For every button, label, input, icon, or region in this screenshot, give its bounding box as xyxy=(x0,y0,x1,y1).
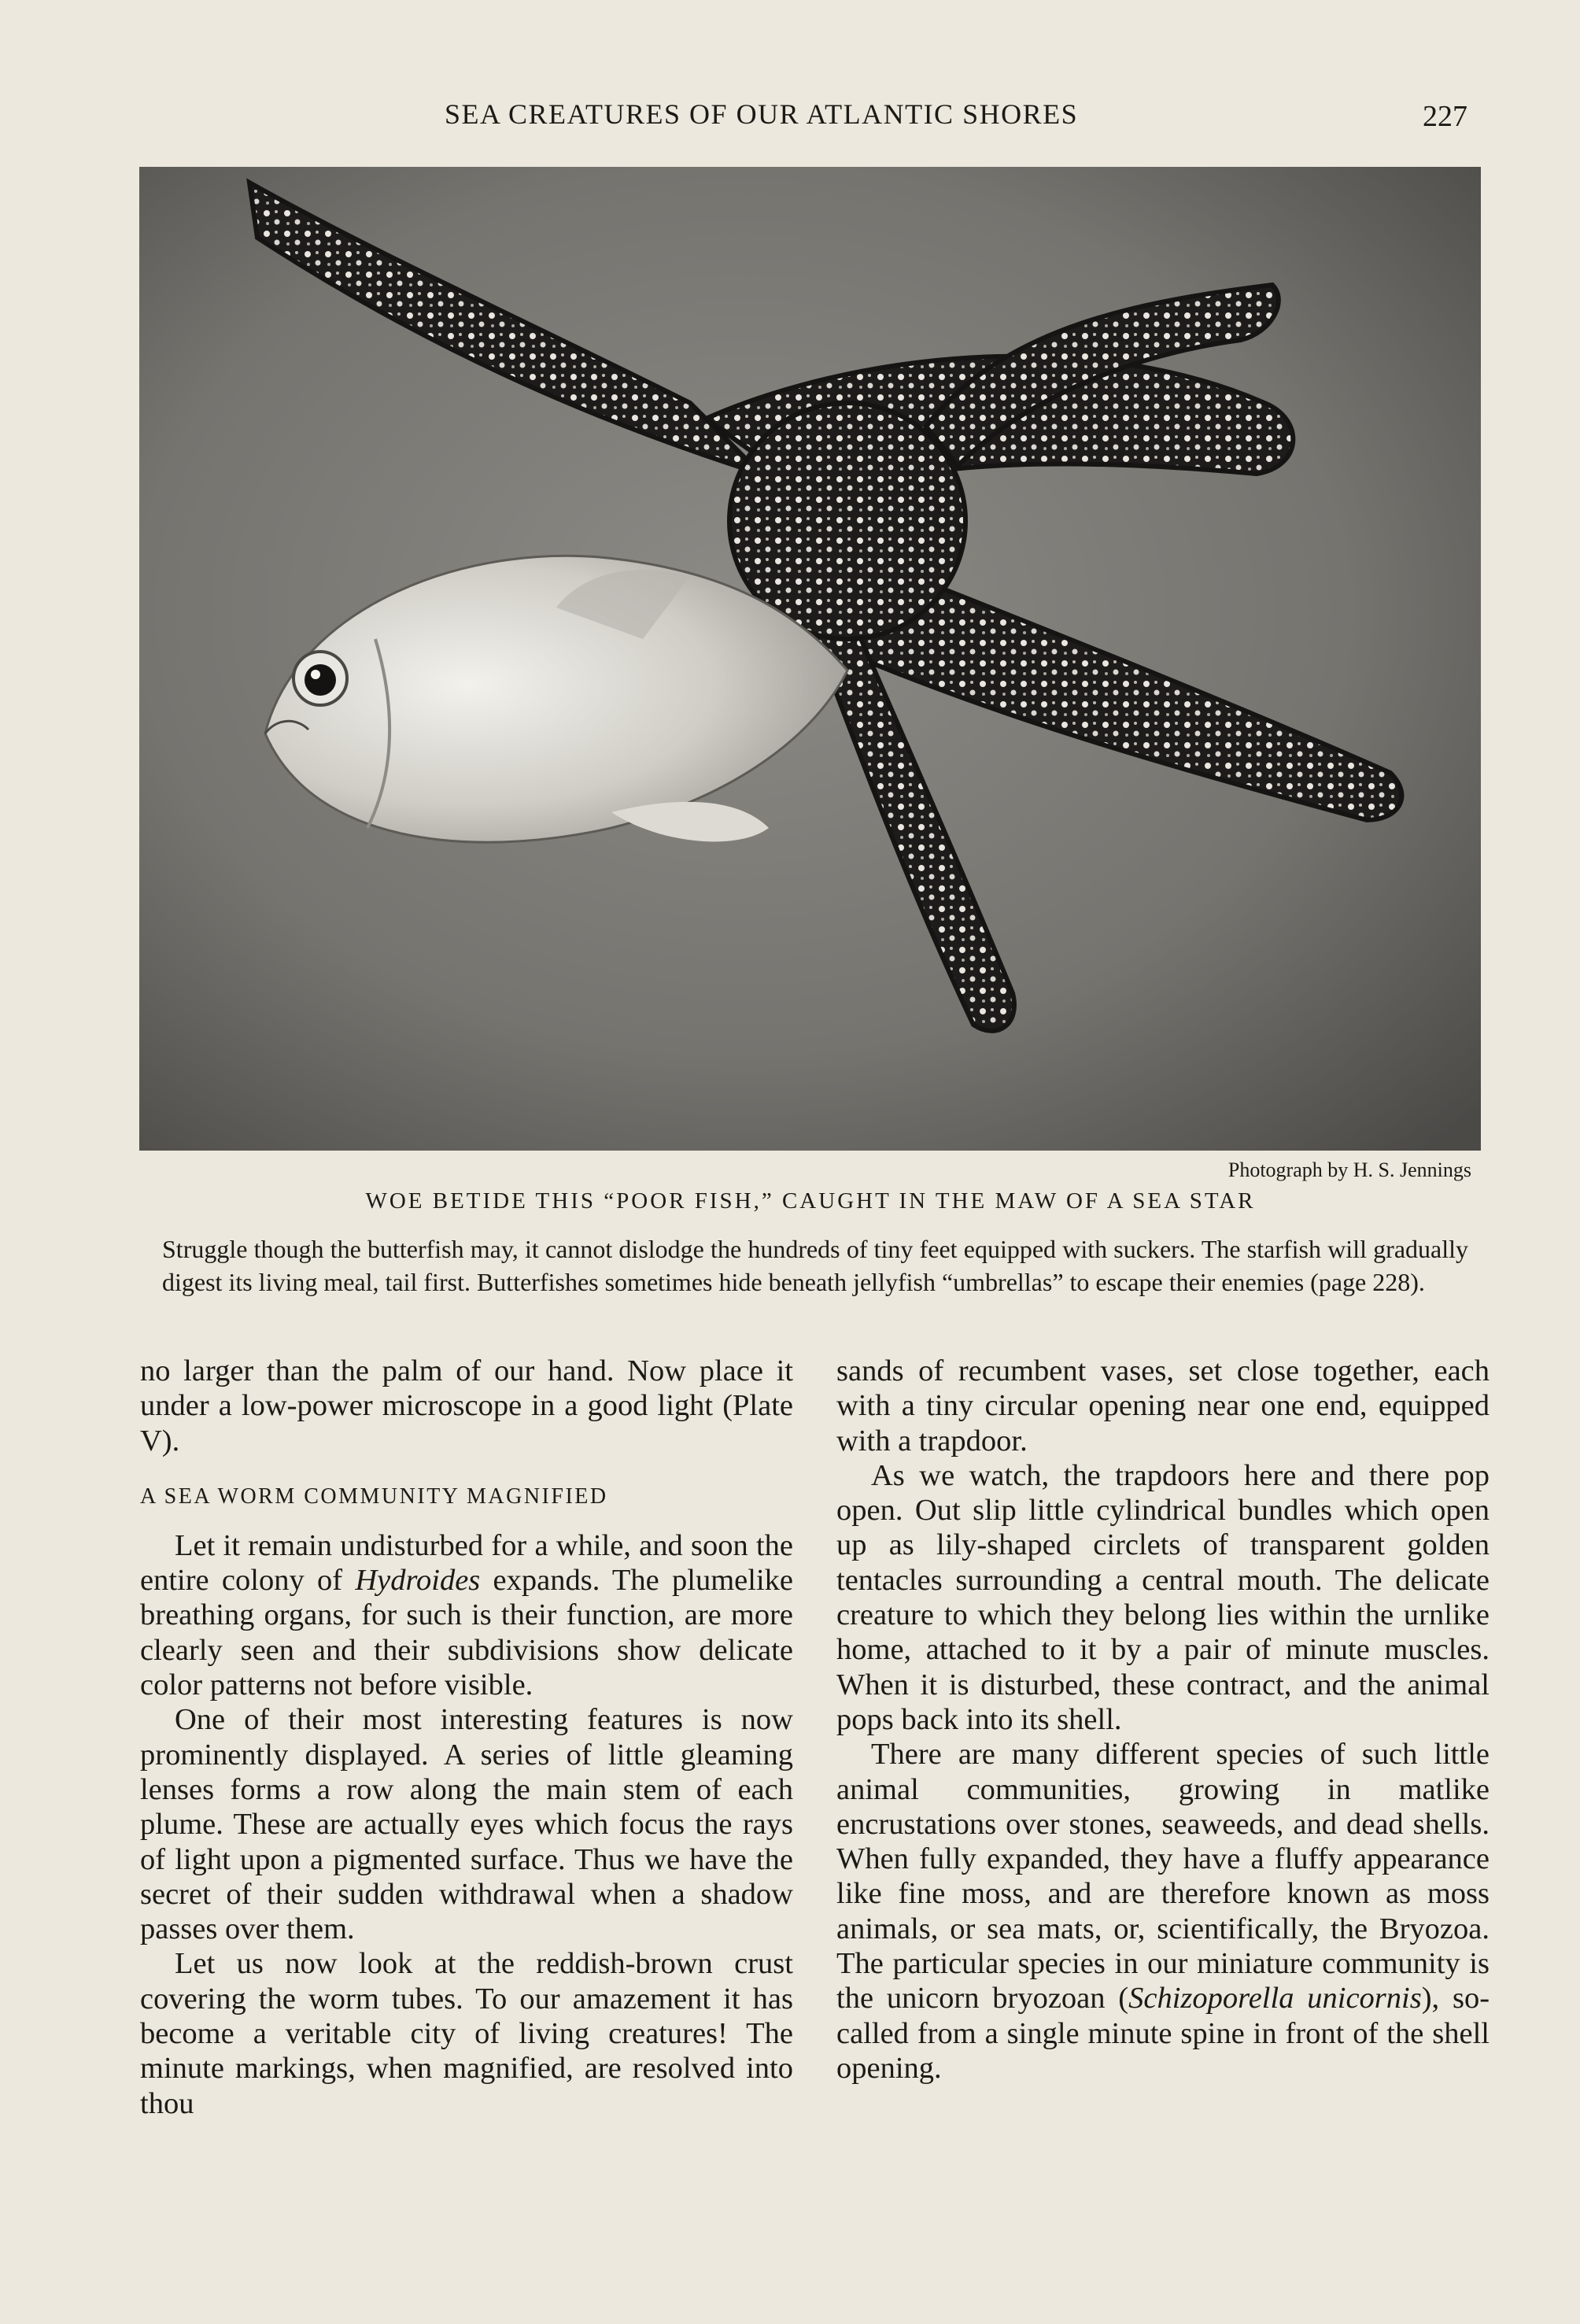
paragraph: One of their most interesting features is now prominently displayed. A series of little gleaming lenses forms a row along the main stem of each plume. These are actually eyes which focus the rays of light upon a pigmented surface. Thus we have the secret of their sudden withdrawal when a shadow passes over them. xyxy=(140,1703,793,1946)
right-column xyxy=(836,1354,1490,2086)
page-number: 227 xyxy=(1423,100,1467,133)
paragraph: There are many different species of such little animal communities, growing in matlike encrustations over stones, seaweeds, and dead shells. When fully expanded, they have a fluffy appearance like fine moss, and are therefore known as moss animals, or sea mats, or, scientifically, the Bryozoa. The particular species in our miniature community is the unicorn bryozoan (Schizoporella unicornis), so-called from a single minute spine in front of the shell opening. xyxy=(836,1738,1490,2085)
italic-term: Hydroides xyxy=(355,1564,481,1598)
paragraph: sands of recumbent vases, set close together, each with a tiny circular opening near one end, equipped with a trapdoor. xyxy=(836,1354,1490,1458)
section-subheading: A SEA WORM COMMUNITY MAGNIFIED xyxy=(140,1483,608,1509)
paragraph: Let us now look at the reddish-brown crust covering the worm tubes. To our amazement it has become a veritable city of living creatures! The minute markings, when magnified, are resolved into thou xyxy=(140,1947,793,2120)
paragraph: no larger than the palm of our hand. Now place it under a low-power microscope in a good light (Plate V). xyxy=(140,1354,793,1458)
photo-credit: Photograph by H. S. Jennings xyxy=(1227,1158,1471,1181)
page-header xyxy=(0,98,1580,142)
caption-title: WOE BETIDE THIS “POOR FISH,” CAUGHT IN THE MAW OF A SEA STAR xyxy=(365,1188,1256,1214)
photograph-illustration xyxy=(139,167,1481,1151)
left-column xyxy=(140,1354,793,2121)
caption-body: Struggle though the butterfish may, it cannot dislodge the hundreds of tiny feet equipped with suckers. The starfish will gradually digest its living meal, tail first. Butterfishes sometimes hide beneath jellyfish “umbrellas” to escape their enemies (page 228). xyxy=(162,1235,1468,1296)
paragraph: Let it remain undisturbed for a while, and soon the entire colony of Hydroides expands. The plumelike breathing organs, for such is their function, are more clearly seen and their subdivisions show delicate color patterns not before visible. xyxy=(140,1528,793,1702)
italic-term: Schizoporella unicornis xyxy=(1128,1982,1422,2015)
photograph-fish-and-sea-star xyxy=(139,167,1481,1151)
running-head: SEA CREATURES OF OUR ATLANTIC SHORES xyxy=(445,98,1079,130)
paragraph: As we watch, the trapdoors here and there pop open. Out slip little cylindrical bundles which open up as lily-shaped circlets of transparent golden tentacles surrounding a central mouth. The delicate creature to which they belong lies within the urnlike home, attached to it by a pair of minute muscles. When it is disturbed, these contract, and the animal pops back into its shell. xyxy=(836,1458,1490,1736)
